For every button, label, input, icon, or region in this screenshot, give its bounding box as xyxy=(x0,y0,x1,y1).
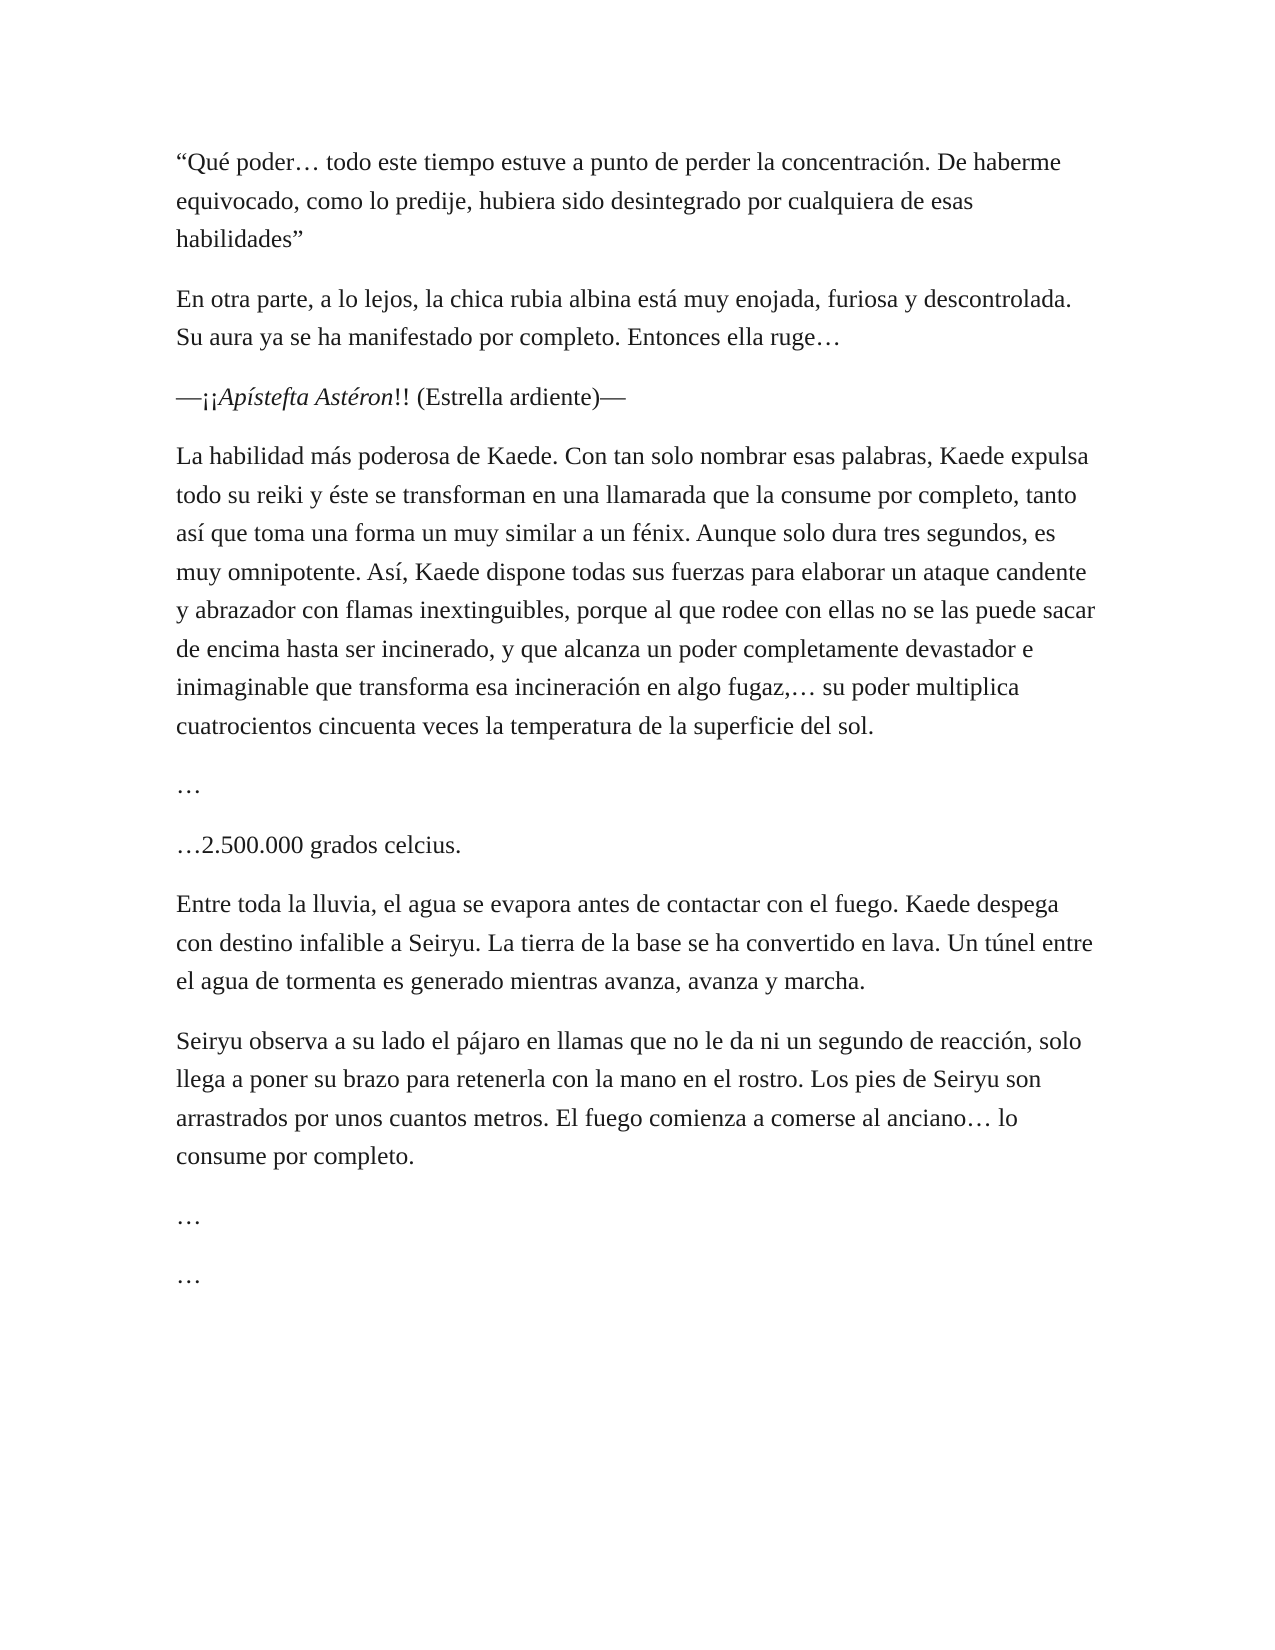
paragraph-thoughts: “Qué poder… todo este tiempo estuve a punto de perder la concentración. De haberme equivocado, como lo predije, hubiera sido desintegrado por cualquiera de esas habilidades” xyxy=(176,147,1062,253)
paragraph-ability: La habilidad más poderosa de Kaede. Con tan solo nombrar esas palabras, Kaede expulsa todo su reiki y éste se transforman en una llamarada que la consume por completo, tanto así que toma una forma un muy similar a un fénix. Aunque solo dura tres segundos, es muy omnipotente. Así, Kaede dispone todas sus fuerzas para elaborar un ataque candente y abrazador con flamas inextinguibles, porque al que rodee con ellas no se las puede sacar de encima hasta ser incinerado, y que alcanza un poder completamente devastador e inimaginable que transforma esa incineración en algo fugaz,… su poder multiplica cuatrocientos cincuenta veces la temperatura de la superficie del sol. xyxy=(176,441,1096,740)
paragraph-shout xyxy=(176,378,1096,417)
paragraph-ellipsis-3: … xyxy=(176,1260,202,1289)
paragraph-temperature: …2.500.000 grados celcius. xyxy=(176,829,462,859)
paragraph-ellipsis-1: … xyxy=(176,770,202,799)
paragraph-ellipsis-2: … xyxy=(176,1200,202,1230)
paragraph-kaede-angry: En otra parte, a lo lejos, la chica rubia albina está muy enojada, furiosa y descontrolada. Su aura ya se ha manifestado por completo. Entonces ella ruge… xyxy=(176,283,1072,351)
paragraph-seiryu: Seiryu observa a su lado el pájaro en llamas que no le da ni un segundo de reacción, solo llega a poner su brazo para retenerla con la mano en el rostro. Los pies de Seiryu son arrastrados por unos cuantos metros. El fuego comienza a comerse al anciano… lo consume por completo. xyxy=(176,1025,1082,1170)
paragraph-rain: Entre toda la lluvia, el agua se evapora antes de contactar con el fuego. Kaede despega con destino infalible a Seiryu. La tierra de la base se ha convertido en lava. Un túnel entre el agua de tormenta es generado mientras avanza, avanza y marcha. xyxy=(176,889,1093,995)
shout-prefix: —¡¡ xyxy=(176,381,219,411)
document-page xyxy=(176,143,1096,1316)
shout-suffix: !! (Estrella ardiente)— xyxy=(393,381,626,411)
shout-italic: Apístefta Astéron xyxy=(218,381,394,411)
